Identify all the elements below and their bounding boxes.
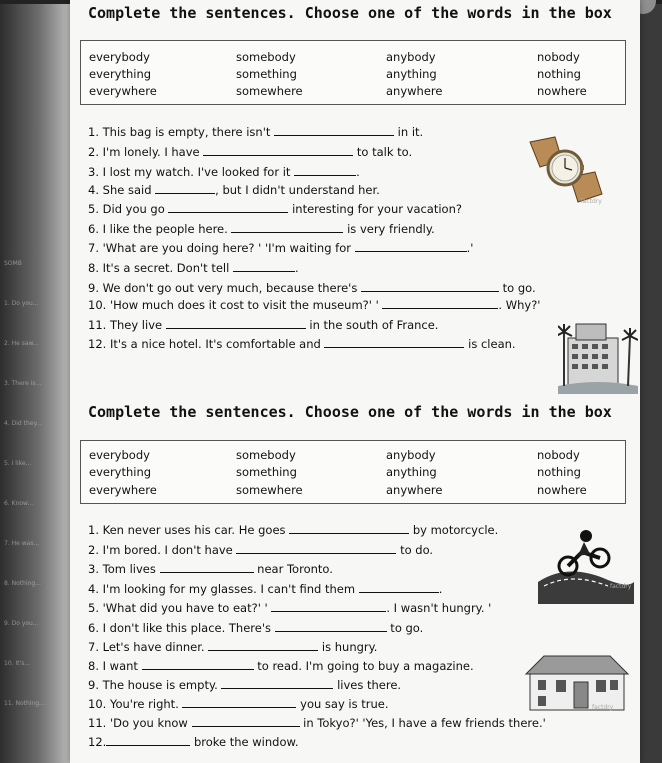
answer-blank[interactable]: [182, 697, 296, 708]
sentence-line: [88, 640, 377, 654]
answer-blank[interactable]: [359, 582, 439, 593]
sentence-text-before: She said: [98, 183, 156, 197]
sentence-number: 4.: [88, 582, 99, 596]
word: everybody: [89, 448, 150, 462]
sentence-text-before: I don't like this place. There's: [98, 621, 275, 635]
sentence-line: [88, 281, 536, 295]
word: everything: [89, 67, 152, 81]
word: everybody: [89, 50, 150, 64]
house-illustration: [522, 652, 632, 712]
sentence-number: 1.: [88, 523, 99, 537]
sentence-text-before: It's a nice hotel. It's comfortable and: [106, 337, 325, 351]
sentence-text-after: .: [294, 261, 299, 275]
sentence-line: [88, 716, 546, 730]
answer-blank[interactable]: [192, 716, 300, 727]
sentence-line: [88, 523, 498, 537]
word: everywhere: [89, 84, 157, 98]
sentence-text-after: is very friendly.: [343, 222, 435, 236]
sentence-line: [88, 601, 491, 615]
sentence-line: [88, 222, 435, 236]
sentence-number: 10.: [88, 298, 107, 312]
sentence-text-before: We don't go out very much, because there's: [98, 281, 361, 295]
sentence-text-before: Let's have dinner.: [98, 640, 209, 654]
answer-blank[interactable]: [155, 183, 215, 194]
answer-blank[interactable]: [382, 298, 498, 309]
sentence-text-after: is hungry.: [318, 640, 378, 654]
sentence-text-before: I lost my watch. I've looked for it: [98, 165, 295, 179]
sentence-text-before: I'm looking for my glasses. I can't find them: [98, 582, 359, 596]
sentence-line: [88, 318, 438, 332]
sentence-line: [88, 202, 462, 216]
word: nothing: [537, 465, 581, 479]
watermark: factdry: [610, 583, 632, 590]
sentence-text-after: to read. I'm going to buy a magazine.: [253, 659, 474, 673]
watermark: factdry: [592, 704, 614, 711]
sentence-number: 9.: [88, 281, 99, 295]
word: nobody: [537, 448, 580, 462]
answer-blank[interactable]: [203, 145, 353, 156]
word-box-1: [80, 40, 626, 105]
word: everything: [89, 465, 152, 479]
answer-blank[interactable]: [231, 222, 343, 233]
sentence-text-after: in the south of France.: [305, 318, 439, 332]
sentence-text-before: You're right.: [106, 697, 183, 711]
sentence-number: 11.: [88, 318, 107, 332]
sentence-line: [88, 582, 442, 596]
sentence-text-after: is clean.: [464, 337, 516, 351]
sentence-number: 3.: [88, 562, 99, 576]
sentence-number: 1.: [88, 125, 99, 139]
word: nowhere: [537, 84, 587, 98]
sentence-text-before: This bag is empty, there isn't: [98, 125, 275, 139]
sentence-text-before: 'What are you doing here? ' 'I'm waiting for: [98, 241, 355, 255]
sentence-number: 8.: [88, 659, 99, 673]
sentence-text-before: The house is empty.: [98, 678, 222, 692]
word: nobody: [537, 50, 580, 64]
sentence-text-after: to talk to.: [353, 145, 413, 159]
sentence-line: [88, 125, 423, 139]
sentence-text-before: I want: [98, 659, 142, 673]
section-1-title: Complete the sentences. Choose one of the words in the box: [88, 4, 612, 22]
sentence-number: 2.: [88, 145, 99, 159]
sentence-line: [88, 165, 360, 179]
sentence-number: 5.: [88, 202, 99, 216]
watermark: Tactdry: [580, 198, 602, 205]
sentence-text-before: Ken never uses his car. He goes: [98, 523, 290, 537]
background-left-strip: SOMB 1. Do you... 2. He saw... 3. There is... 4. Did they... 5. I like... 6. Know... 7. He was... 8. Nothing... 9. Do you... 10. It's... 11. Nothing...: [0, 0, 70, 763]
sentence-number: 6.: [88, 621, 99, 635]
sentence-number: 7.: [88, 640, 99, 654]
sentence-number: 9.: [88, 678, 99, 692]
answer-blank[interactable]: [355, 241, 467, 252]
word: something: [236, 67, 297, 81]
worksheet-page: [70, 0, 640, 763]
motorcycle-illustration: [538, 522, 634, 604]
answer-blank[interactable]: [221, 678, 333, 689]
word: anywhere: [386, 84, 443, 98]
sentence-line: [88, 678, 401, 692]
sentence-text-after: in it.: [394, 125, 424, 139]
word: everywhere: [89, 483, 157, 497]
sentence-text-after: broke the window.: [190, 735, 299, 749]
sentence-number: 5.: [88, 601, 99, 615]
word: somebody: [236, 448, 296, 462]
sentence-text-after: lives there.: [333, 678, 402, 692]
answer-blank[interactable]: [275, 621, 387, 632]
word: somewhere: [236, 84, 303, 98]
sentence-text-after: to go.: [386, 621, 424, 635]
word: something: [236, 465, 297, 479]
sentence-text-before: I'm bored. I don't have: [98, 543, 237, 557]
sentence-line: [88, 298, 540, 312]
sentence-line: [88, 261, 299, 275]
sentence-text-before: I'm lonely. I have: [98, 145, 204, 159]
word: nothing: [537, 67, 581, 81]
sentence-number: 4.: [88, 183, 99, 197]
sentence-number: 12.: [88, 337, 107, 351]
word: anywhere: [386, 483, 443, 497]
answer-blank[interactable]: [208, 640, 318, 651]
sentence-text-before: It's a secret. Don't tell: [98, 261, 233, 275]
sentence-text-after: interesting for your vacation?: [288, 202, 462, 216]
answer-blank[interactable]: [361, 281, 499, 292]
answer-blank[interactable]: [271, 601, 386, 612]
sentence-number: 7.: [88, 241, 99, 255]
sentence-line: [88, 621, 423, 635]
answer-blank[interactable]: [289, 523, 409, 534]
sentence-text-after: by motorcycle.: [409, 523, 499, 537]
sentence-number: 10.: [88, 697, 107, 711]
sentence-text-after: . Why?': [498, 298, 541, 312]
sentence-text-after: to do.: [396, 543, 434, 557]
word: anything: [386, 67, 437, 81]
sentence-text-after: to go.: [498, 281, 536, 295]
sentence-line: [88, 697, 389, 711]
sentence-line: [88, 145, 412, 159]
word: nowhere: [537, 483, 587, 497]
sentence-line: [88, 241, 473, 255]
word: anybody: [386, 50, 436, 64]
sentence-text-after: .: [356, 165, 360, 179]
sentence-text-after: . I wasn't hungry. ': [386, 601, 492, 615]
word: anything: [386, 465, 437, 479]
word: somewhere: [236, 483, 303, 497]
sentence-text-after: , but I didn't understand her.: [215, 183, 380, 197]
sentence-number: 12.: [88, 735, 107, 749]
sentence-number: 8.: [88, 261, 99, 275]
answer-blank[interactable]: [106, 735, 190, 746]
answer-blank[interactable]: [236, 543, 396, 554]
sentence-text-before: 'Do you know: [106, 716, 192, 730]
answer-blank[interactable]: [142, 659, 254, 670]
sentence-number: 11.: [88, 716, 107, 730]
answer-blank[interactable]: [294, 165, 356, 176]
answer-blank[interactable]: [168, 202, 288, 213]
word: anybody: [386, 448, 436, 462]
word-box-2: [80, 440, 626, 504]
sentence-text-after: in Tokyo?' 'Yes, I have a few friends there.': [299, 716, 546, 730]
sentence-number: 2.: [88, 543, 99, 557]
answer-blank[interactable]: [160, 562, 254, 573]
sentence-line: [88, 337, 516, 351]
answer-blank[interactable]: [166, 318, 306, 329]
sentence-number: 6.: [88, 222, 99, 236]
sentence-text-before: Did you go: [98, 202, 169, 216]
sentence-text-after: .: [438, 582, 443, 596]
hotel-illustration: [558, 312, 638, 394]
sentence-line: [88, 735, 299, 749]
sentence-line: [88, 659, 474, 673]
sentence-text-after: you say is true.: [296, 697, 389, 711]
sentence-text-before: They live: [106, 318, 166, 332]
sentence-text-before: I like the people here.: [98, 222, 232, 236]
sentence-text-after: near Toronto.: [253, 562, 333, 576]
sentence-text-before: 'How much does it cost to visit the museum?' ': [106, 298, 383, 312]
answer-blank[interactable]: [324, 337, 464, 348]
sentence-text-before: 'What did you have to eat?' ': [98, 601, 272, 615]
section-2-title: Complete the sentences. Choose one of the words in the box: [88, 403, 612, 421]
sentence-number: 3.: [88, 165, 99, 179]
sentence-text-after: .': [466, 241, 474, 255]
sentence-line: [88, 562, 333, 576]
word: somebody: [236, 50, 296, 64]
answer-blank[interactable]: [233, 261, 295, 272]
sentence-text-before: Tom lives: [98, 562, 160, 576]
answer-blank[interactable]: [274, 125, 394, 136]
sentence-line: [88, 543, 433, 557]
sentence-line: [88, 183, 380, 197]
